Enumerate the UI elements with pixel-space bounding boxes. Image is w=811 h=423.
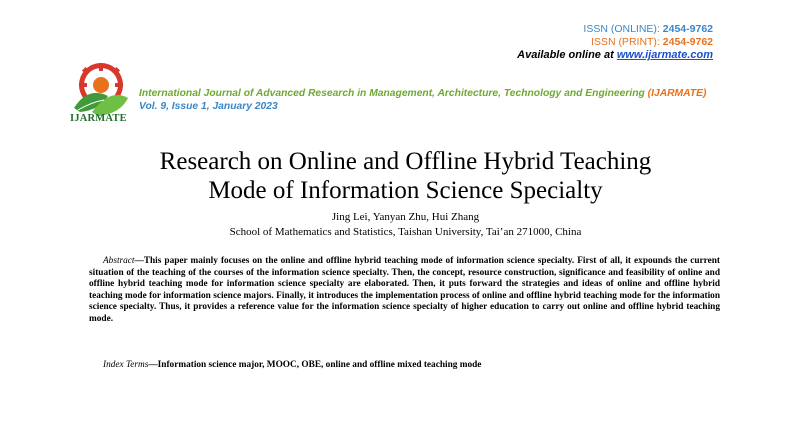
- index-terms-text: —Information science major, MOOC, OBE, online and offline mixed teaching mode: [148, 360, 482, 370]
- index-terms-label: Index Terms: [103, 360, 149, 370]
- journal-name: [139, 88, 706, 99]
- issn-online: [583, 22, 713, 36]
- issn-print-label: ISSN (PRINT):: [591, 36, 660, 48]
- logo-name: IJARMATE: [70, 113, 127, 124]
- issn-print-value: 2454-9762: [662, 36, 713, 48]
- paper-affiliation: School of Mathematics and Statistics, Taishan University, Tai’an 271000, China: [229, 226, 582, 238]
- volume-issue: Vol. 9, Issue 1, January 2023: [139, 101, 278, 112]
- paper-title-line-2: Mode of Information Science Specialty: [208, 177, 603, 204]
- journal-full-name: International Journal of Advanced Research in Management, Architecture, Technology and Engineering: [139, 88, 645, 99]
- ijarmate-logo-icon: [70, 58, 132, 120]
- paper-title-line-1: Research on Online and Offline Hybrid Teaching: [159, 148, 652, 175]
- journal-website-link[interactable]: www.ijarmate.com: [616, 49, 713, 61]
- issn-online-value: 2454-9762: [662, 23, 713, 35]
- abstract: [89, 256, 720, 325]
- issn-online-label: ISSN (ONLINE):: [583, 23, 660, 35]
- index-terms: [103, 360, 481, 370]
- available-label: Available online at: [517, 49, 614, 61]
- available-online: [517, 48, 713, 62]
- abstract-text: —This paper mainly focuses on the online and offline hybrid teaching mode of information science specialty. First of all, it expounds the current situation of the teaching of the courses of the information science specialty. Then, the concept, resource construction, significance and feasibility of online and offline hybrid teaching mode for information science specialty are elaborated. Then, it puts forward the strategies and ideas of online and offline hybrid teaching mode for information science majors. Finally, it introduces the implementation process of online and offline hybrid teaching mode for the information science specialty. Thus, it provides a reference value for the information science specialty of higher education to carry out online and offline hybrid teaching mode.: [89, 256, 720, 324]
- issn-print: [591, 35, 713, 49]
- abstract-label: Abstract: [103, 256, 135, 266]
- journal-abbreviation: (IJARMATE): [647, 88, 707, 99]
- paper-authors: Jing Lei, Yanyan Zhu, Hui Zhang: [331, 211, 480, 223]
